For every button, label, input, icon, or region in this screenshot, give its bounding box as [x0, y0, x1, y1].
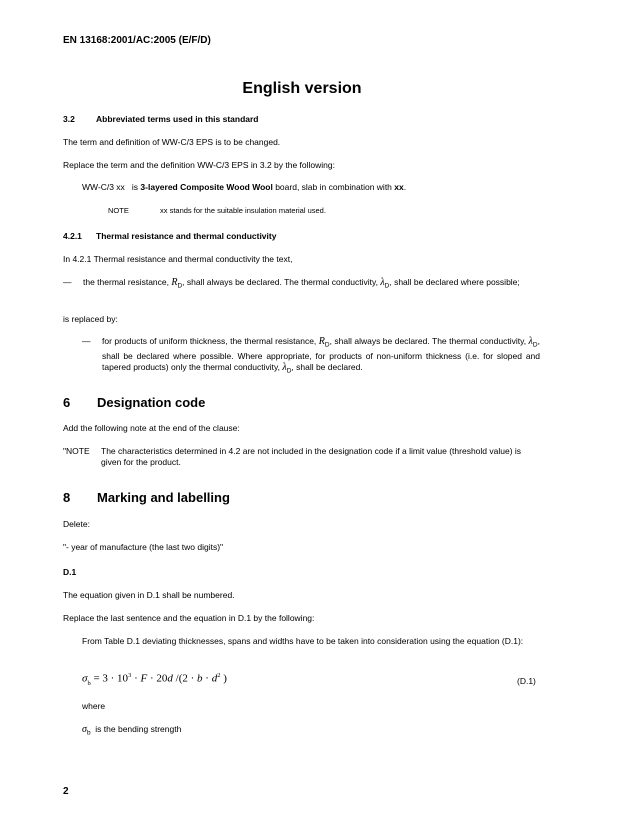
paragraph: Replace the last sentence and the equation in D.1 by the following:	[63, 613, 315, 623]
dash: —	[63, 277, 72, 287]
section-number: 8	[63, 490, 71, 505]
paragraph: The term and definition of WW-C/3 EPS is to be changed.	[63, 137, 281, 147]
old-text: the thermal resistance, $R_D$, shall always be declared. The thermal conductivity, $\lambda_D$, shall be declared where possible;	[83, 277, 520, 290]
page-title: English version	[242, 80, 362, 97]
paragraph: is replaced by:	[63, 314, 118, 324]
symbol-definition: $\sigma_b$ is the bending strength	[82, 724, 182, 737]
paragraph: Delete:	[63, 519, 90, 529]
def-term: WW-C/3 xx	[82, 182, 125, 192]
section-3-2-heading	[63, 114, 258, 124]
section-8-heading	[63, 490, 230, 505]
note-text: The characteristics determined in 4.2 are not included in the designation code if a limit value (threshold value) is given for the product.	[101, 446, 522, 467]
new-text: for products of uniform thickness, the thermal resistance, $R_D$, shall always be declared. The thermal conductivity, $\lambda_D$, shall be declared where possible. Where appropriate, for products of non-uniform thickness (i.e. for sloped and tapered products) only the thermal conductivity, $\lambda_D$, shall be declared.	[102, 336, 540, 375]
old-text-item	[63, 277, 540, 292]
section-number: 3.2	[63, 114, 75, 124]
section-title: Thermal resistance and thermal conductivity	[96, 231, 277, 241]
equation-number: (D.1)	[517, 676, 536, 686]
note-label: "NOTE	[63, 446, 90, 456]
section-title: Marking and labelling	[97, 490, 230, 505]
def-bold-term: 3-layered Composite Wood Wool	[140, 182, 273, 192]
document-id: EN 13168:2001/AC:2005 (E/F/D)	[63, 35, 211, 46]
section-number: 4.2.1	[63, 231, 82, 241]
section-title: Designation code	[97, 395, 206, 410]
equation: $\sigma_b = 3 \cdot 10^3 \cdot F \cdot 20d$ $/(2 \cdot b \cdot d^2$ )	[82, 672, 227, 687]
def-bold-xx: xx	[394, 182, 404, 192]
page-number: 2	[63, 786, 69, 797]
paragraph: where	[82, 701, 106, 711]
paragraph: Add the following note at the end of the clause:	[63, 423, 240, 433]
dash: —	[82, 336, 91, 346]
paragraph: "- year of manufacture (the last two digits)"	[63, 542, 224, 552]
section-number: 6	[63, 395, 71, 410]
note-label: NOTE	[108, 206, 129, 215]
note	[63, 446, 523, 468]
def-is: is	[131, 182, 139, 192]
new-text-item	[82, 336, 540, 376]
section-title: Abbreviated terms used in this standard	[96, 114, 259, 124]
note	[108, 206, 326, 215]
paragraph: In 4.2.1 Thermal resistance and thermal conductivity the text,	[63, 254, 293, 264]
paragraph: From Table D.1 deviating thicknesses, spans and widths have to be taken into consideration using the equation (D.1):	[82, 636, 524, 646]
note-text: xx stands for the suitable insulation material used.	[160, 206, 326, 215]
paragraph: Replace the term and the definition WW-C/3 EPS in 3.2 by the following:	[63, 160, 335, 170]
section-6-heading	[63, 395, 205, 410]
def-mid: board, slab in combination with	[275, 182, 392, 192]
section-4-2-1-heading	[63, 231, 276, 241]
def-end: .	[403, 182, 407, 192]
definition-line	[82, 182, 406, 193]
paragraph: The equation given in D.1 shall be numbered.	[63, 590, 235, 600]
section-d1-heading: D.1	[63, 567, 77, 577]
